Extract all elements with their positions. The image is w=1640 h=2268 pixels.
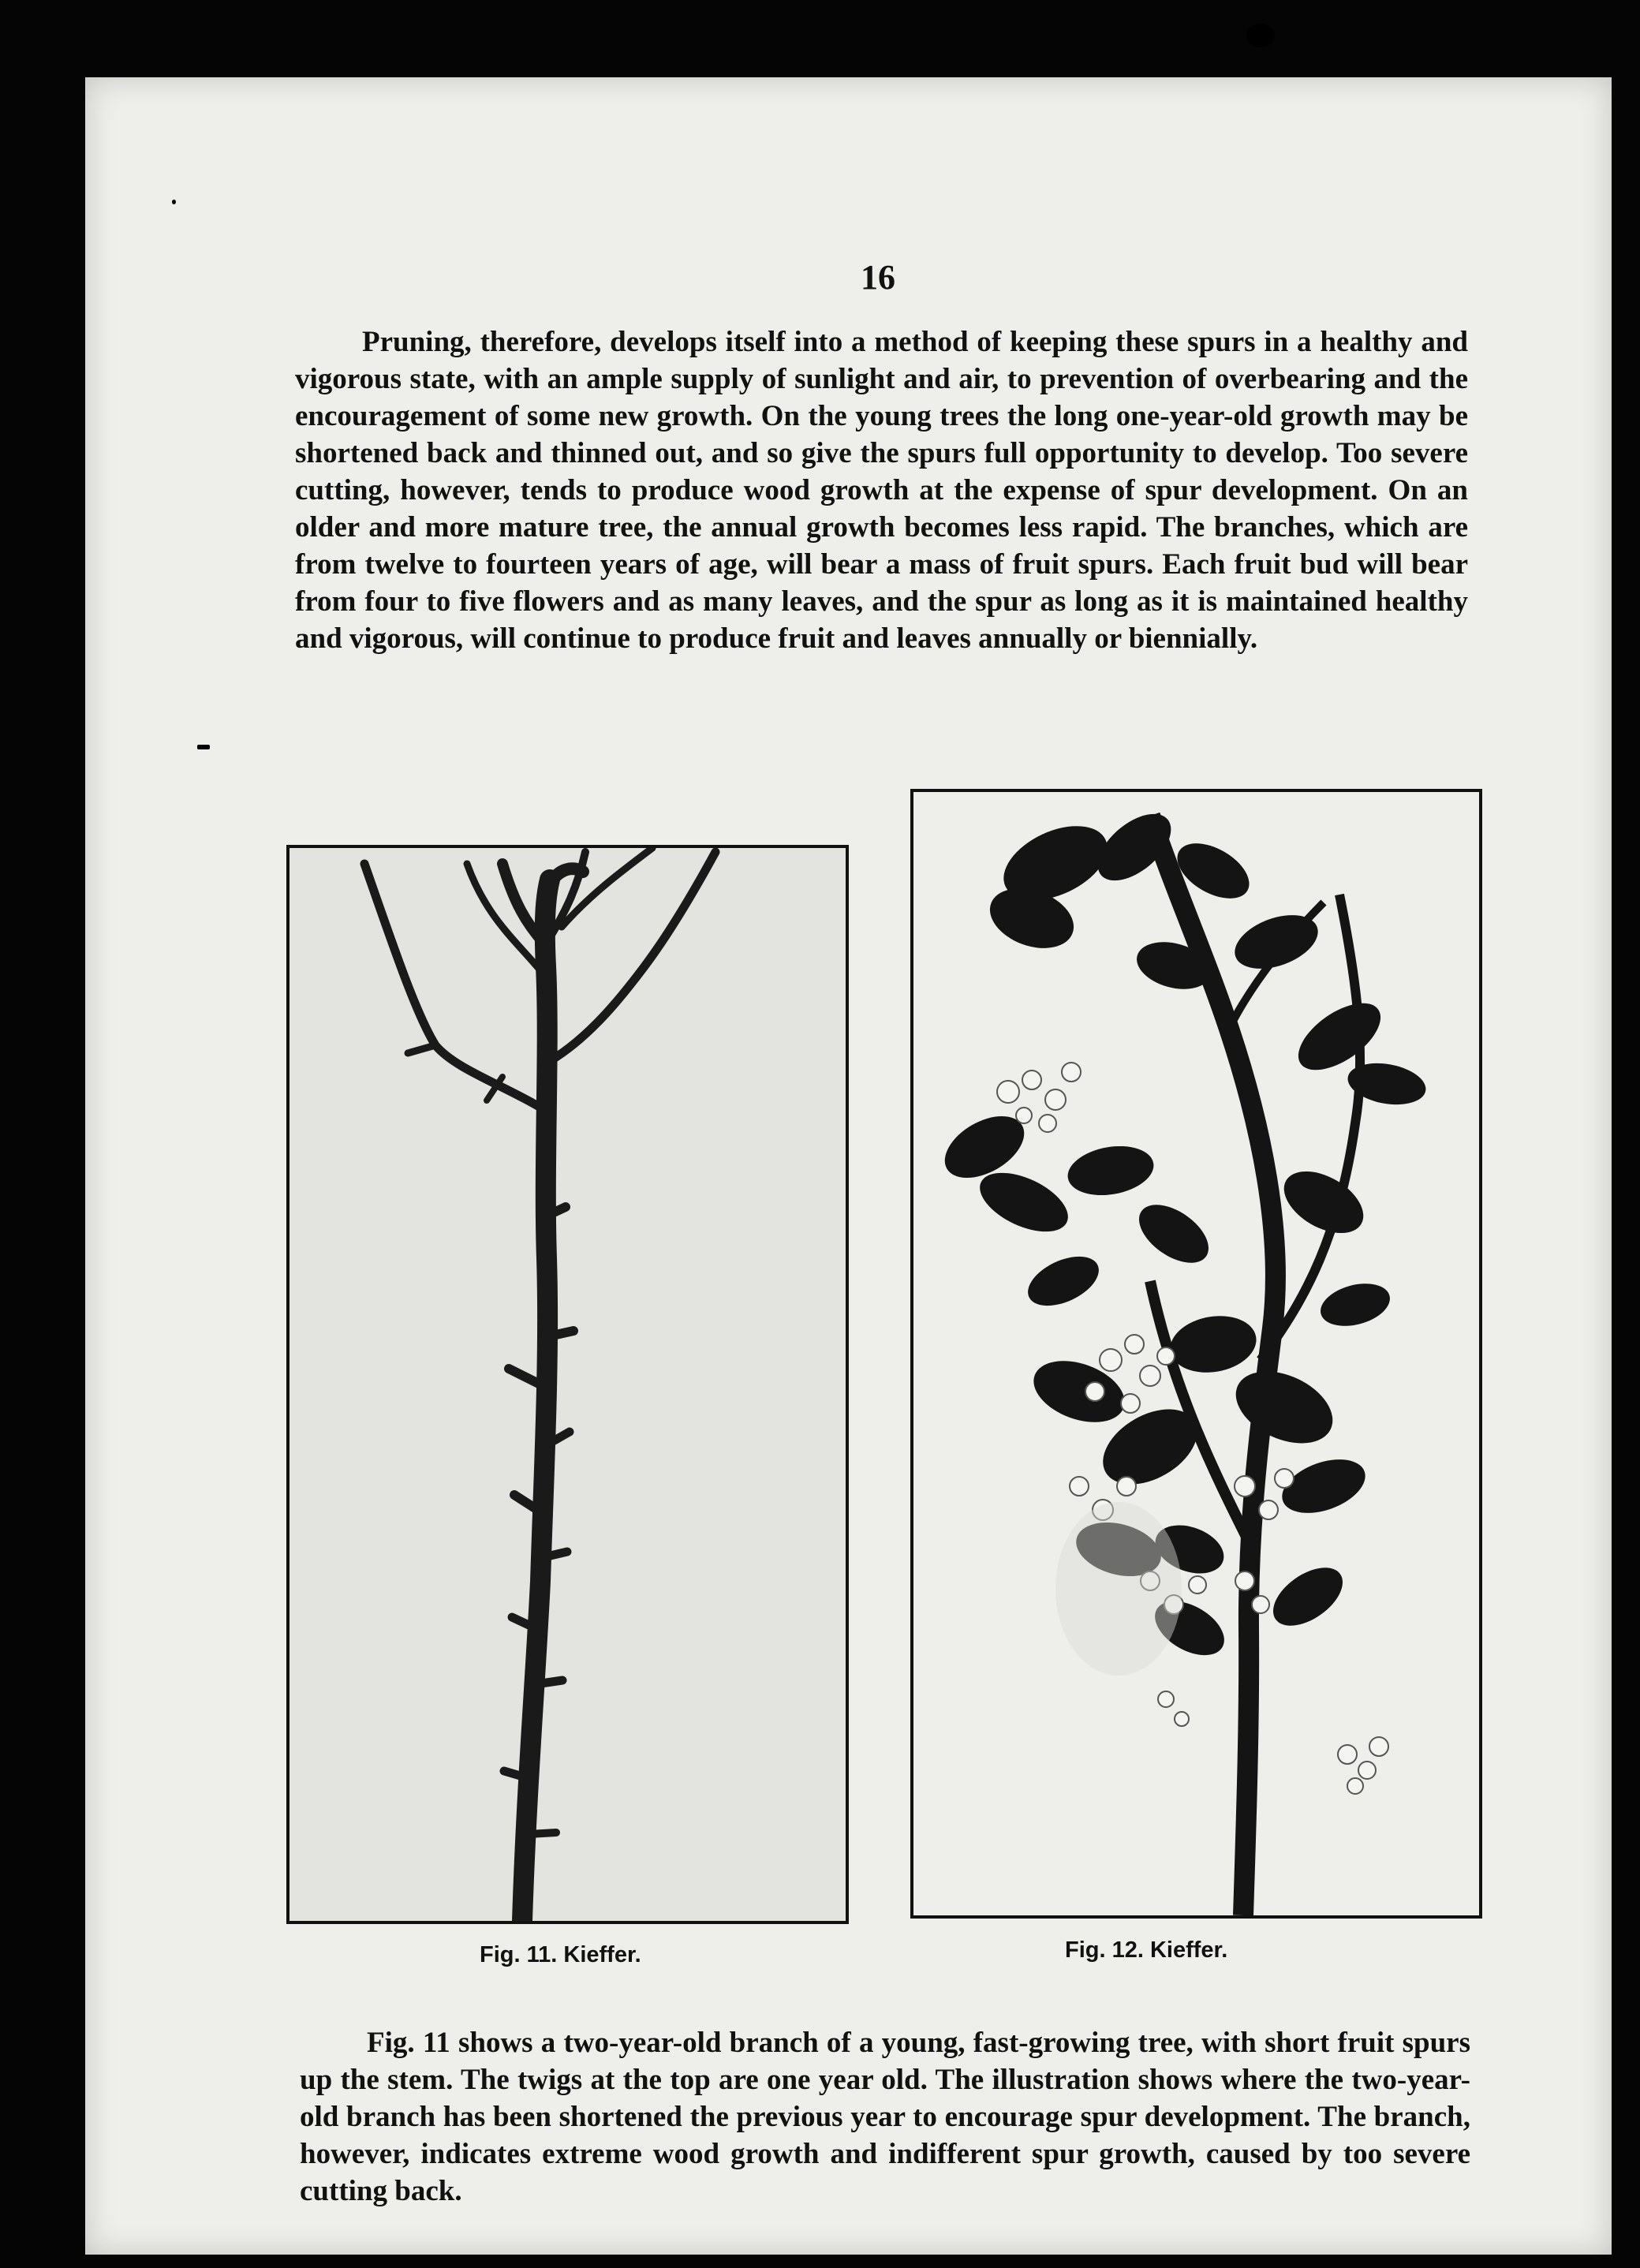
paragraph-bottom [300, 2024, 1470, 2210]
scan-blot [1246, 24, 1275, 47]
page-number: 16 [861, 258, 895, 297]
scan-speck [197, 745, 210, 749]
paragraph-bottom-text: Fig. 11 shows a two-year-old branch of a young, fast-growing tree, with short fruit spurs up the stem. The twigs at the top are one year old. The illustration shows where the two-year-old branch has been shortened the previous year to encourage spur development. The branch, however, indicates extreme wood growth and indifferent spur growth, caused by too severe cutting back. [300, 2027, 1470, 2207]
paragraph-top [295, 323, 1468, 657]
bare-branch-illustration [290, 848, 846, 1921]
figure-12-caption: Fig. 12. Kieffer. [1065, 1937, 1228, 1963]
scanned-page [85, 77, 1612, 2255]
figure-11-bare-branch [286, 845, 849, 1924]
paragraph-top-text: Pruning, therefore, develops itself into a method of keeping these spurs in a healthy and vigorous state, with an ample supply of sunlight and air, to prevention of overbearing and the encouragement of some new growth. On the young trees the long one-year-old growth may be shortened back and thinned out, and so give the spurs full opportunity to develop. Too severe cutting, however, tends to produce wood growth at the expense of spur development. On an older and more mature tree, the annual growth becomes less rapid. The branches, which are from twelve to fourteen years of age, will bear a mass of fruit spurs. Each fruit bud will bear from four to five flowers and as many leaves, and the spur as long as it is maintained healthy and vigorous, will continue to produce fruit and leaves annually or biennially. [295, 326, 1468, 655]
figure-11-caption: Fig. 11. Kieffer. [480, 1942, 641, 1967]
figure-12-flowering-branch [910, 789, 1482, 1919]
scan-speck [172, 200, 176, 204]
flowering-branch-illustration [913, 792, 1479, 1915]
